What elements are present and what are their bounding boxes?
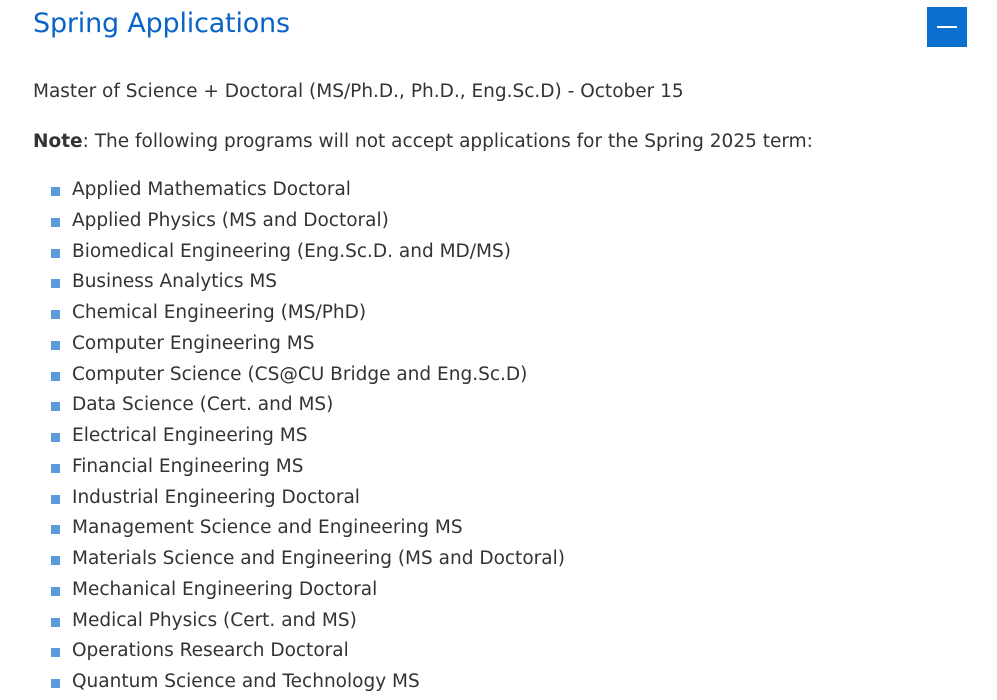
square-bullet-icon <box>51 433 60 442</box>
list-item <box>0 267 565 298</box>
list-item <box>0 390 565 421</box>
list-item <box>0 513 565 544</box>
accordion-header[interactable] <box>0 0 997 60</box>
collapse-button[interactable] <box>927 7 967 47</box>
program-label: Operations Research Doctoral <box>72 640 349 662</box>
list-item <box>0 575 565 606</box>
note-label: Note <box>33 131 83 152</box>
program-label: Computer Engineering MS <box>72 332 315 354</box>
square-bullet-icon <box>51 402 60 411</box>
program-label: Chemical Engineering (MS/PhD) <box>72 302 367 323</box>
program-label: Management Science and Engineering MS <box>72 517 463 539</box>
program-label: Applied Physics (MS and Doctoral) <box>72 209 389 231</box>
list-item <box>0 206 565 237</box>
program-label: Mechanical Engineering Doctoral <box>72 578 378 600</box>
list-item <box>0 175 565 206</box>
program-label: Applied Mathematics Doctoral <box>72 179 351 200</box>
square-bullet-icon <box>51 618 60 627</box>
square-bullet-icon <box>51 648 60 657</box>
list-item <box>0 636 565 667</box>
list-item <box>0 606 565 637</box>
square-bullet-icon <box>51 587 60 596</box>
program-list <box>0 175 565 698</box>
list-item <box>0 298 565 329</box>
list-item <box>0 421 565 452</box>
program-label: Materials Science and Engineering (MS and Doctoral) <box>72 548 565 569</box>
note-paragraph <box>33 130 813 154</box>
program-label: Quantum Science and Technology MS <box>72 671 420 692</box>
list-item <box>0 360 565 391</box>
list-item <box>0 329 565 360</box>
program-label: Electrical Engineering MS <box>72 425 308 446</box>
list-item <box>0 237 565 268</box>
minus-icon <box>937 26 957 28</box>
square-bullet-icon <box>51 679 60 688</box>
square-bullet-icon <box>51 279 60 288</box>
program-label: Data Science (Cert. and MS) <box>72 394 334 416</box>
note-text: : The following programs will not accept applications for the Spring 2025 term: <box>82 131 813 152</box>
square-bullet-icon <box>51 310 60 319</box>
square-bullet-icon <box>51 187 60 196</box>
list-item <box>0 483 565 514</box>
square-bullet-icon <box>51 556 60 565</box>
deadline-text: Master of Science + Doctoral (MS/Ph.D., Ph.D., Eng.Sc.D) - October 15 <box>33 81 684 102</box>
square-bullet-icon <box>51 341 60 350</box>
square-bullet-icon <box>51 249 60 258</box>
program-label: Industrial Engineering Doctoral <box>72 486 360 508</box>
square-bullet-icon <box>51 372 60 381</box>
program-label: Computer Science (CS@CU Bridge and Eng.Sc.D) <box>72 363 528 385</box>
program-label: Medical Physics (Cert. and MS) <box>72 609 357 631</box>
program-label: Business Analytics MS <box>72 271 278 293</box>
list-item <box>0 544 565 575</box>
square-bullet-icon <box>51 464 60 473</box>
list-item <box>0 452 565 483</box>
program-label: Biomedical Engineering (Eng.Sc.D. and MD/MS) <box>72 240 511 262</box>
square-bullet-icon <box>51 525 60 534</box>
square-bullet-icon <box>51 495 60 504</box>
section-title[interactable]: Spring Applications <box>33 8 290 39</box>
square-bullet-icon <box>51 218 60 227</box>
program-label: Financial Engineering MS <box>72 455 304 477</box>
list-item <box>0 667 565 698</box>
